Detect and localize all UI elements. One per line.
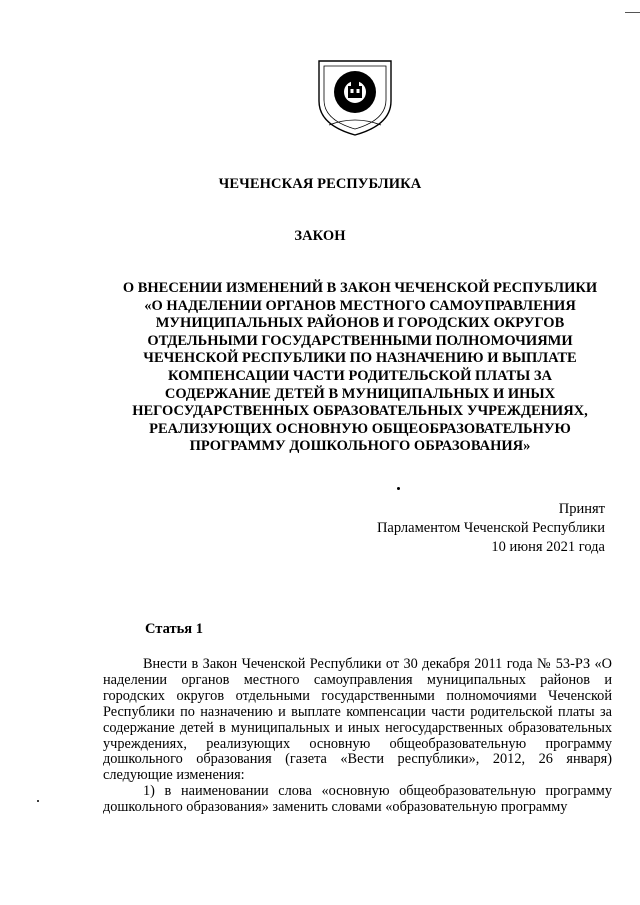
law-title-line: ОТДЕЛЬНЫМИ ГОСУДАРСТВЕННЫМИ ПОЛНОМОЧИЯМИ	[147, 332, 573, 349]
paragraph: 1) в наименовании слова «основную общеобразовательную программу дошкольного образования» заменить словами «образовательную программу	[103, 783, 612, 816]
republic-heading: ЧЕЧЕНСКАЯ РЕСПУБЛИКА	[218, 176, 422, 192]
article-body	[103, 657, 612, 816]
adopted-label: Принят	[558, 501, 605, 517]
law-title-line: НЕГОСУДАРСТВЕННЫХ ОБРАЗОВАТЕЛЬНЫХ УЧРЕЖДЕНИЯХ,	[132, 403, 588, 420]
adoption-block	[377, 500, 605, 557]
scan-mark	[625, 12, 640, 13]
adopted-date: 10 июня 2021 года	[491, 539, 605, 555]
scan-dot	[397, 487, 400, 490]
law-title-line: РЕАЛИЗУЮЩИХ ОСНОВНУЮ ОБЩЕОБРАЗОВАТЕЛЬНУЮ	[149, 420, 571, 437]
adopted-by: Парламентом Чеченской Республики	[376, 520, 605, 536]
law-heading: ЗАКОН	[294, 228, 346, 244]
paragraph: Внести в Закон Чеченской Республики от 30 декабря 2011 года № 53-РЗ «О наделении органов местного самоуправления муниципальных районов и городских округов отдельными государственными полномочиями Чеченской Республики по назначению и выплате компенсации части родительской платы за содержание детей в муниципальных и иных негосударственных образовательных учреждениях, реализующих основную общеобразовательную программу дошкольного образования (газета «Вести республики», 2012, 26 января) следующие изменения:	[103, 656, 612, 784]
law-title-line: «О НАДЕЛЕНИИ ОРГАНОВ МЕСТНОГО САМОУПРАВЛЕНИЯ	[144, 297, 576, 314]
article-title: Статья 1	[145, 621, 203, 637]
law-title-line: ПРОГРАММУ ДОШКОЛЬНОГО ОБРАЗОВАНИЯ»	[189, 438, 531, 455]
law-title-line: СОДЕРЖАНИЕ ДЕТЕЙ В МУНИЦИПАЛЬНЫХ И ИНЫХ	[164, 385, 556, 402]
scan-dot	[37, 800, 39, 802]
coat-of-arms-icon	[315, 55, 395, 137]
law-title	[95, 280, 625, 456]
law-title-line: ЧЕЧЕНСКОЙ РЕСПУБЛИКИ ПО НАЗНАЧЕНИЮ И ВЫПЛАТЕ	[143, 350, 577, 367]
law-title-line: МУНИЦИПАЛЬНЫХ РАЙОНОВ И ГОРОДСКИХ ОКРУГОВ	[155, 315, 565, 332]
law-title-line: КОМПЕНСАЦИИ ЧАСТИ РОДИТЕЛЬСКОЙ ПЛАТЫ ЗА	[168, 367, 552, 384]
law-title-line: О ВНЕСЕНИИ ИЗМЕНЕНИЙ В ЗАКОН ЧЕЧЕНСКОЙ РЕСПУБЛИКИ	[122, 280, 598, 296]
